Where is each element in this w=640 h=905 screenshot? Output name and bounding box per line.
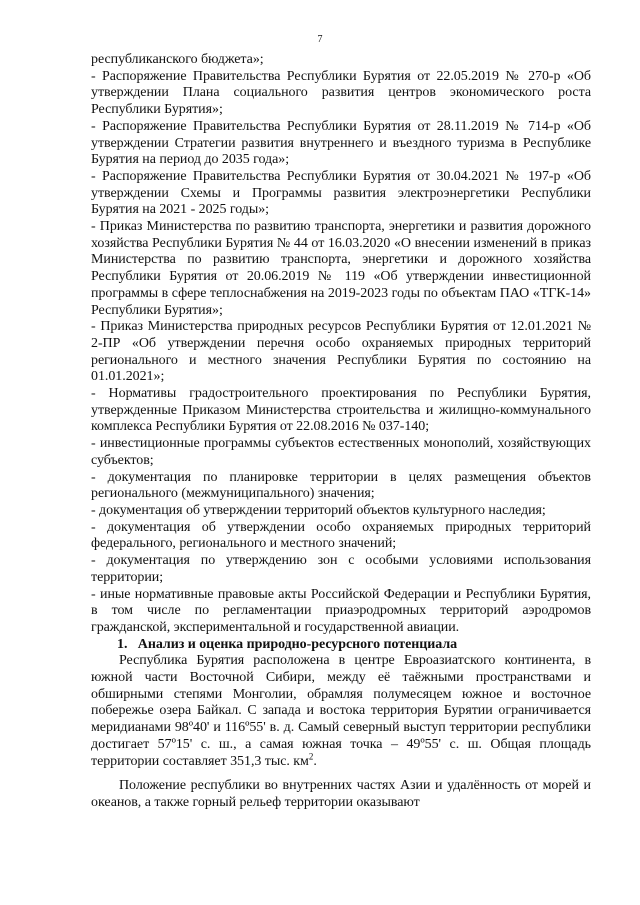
document-body xyxy=(91,52,591,812)
list-item: - инвестиционные программы субъектов естественных монополий, хозяйствующих субъектов; xyxy=(91,436,591,468)
list-item: республиканского бюджета»; xyxy=(91,52,264,67)
list-item: - документация об утверждении особо охраняемых природных территорий федерального, регионального и местного значений; xyxy=(91,519,591,552)
superscript: 2 xyxy=(308,750,314,761)
list-item: - Приказ Министерства по развитию транспорта, энергетики и развития дорожного хозяйства Республики Бурятия № 44 от 16.03.2020 «О внесении изменений в приказ Министерства по развитию транспорта, энергетики и дорожного хозяйства Республики Бурятия от 20.06.2019 № 119 «Об утверждении инвестиционной программы в сфере теплоснабжения на 2019-2023 годы по объектам ПАО «ТГК-14» Республики Бурятия»; xyxy=(91,219,591,318)
section-title: Анализ и оценка природно-ресурсного потенциала xyxy=(137,636,458,652)
list-item: - Нормативы градостроительного проектирования по Республики Бурятия, утвержденные Приказом Министерства строительства и жилищно-коммунального комплекса Республики Бурятия от 22.08.2016 № 037-140; xyxy=(91,386,591,435)
list-item: - документация об утверждении территорий объектов культурного наследия; xyxy=(91,502,546,518)
list-item: - Приказ Министерства природных ресурсов Республики Бурятия от 12.01.2021 № 2-ПР «Об утверждении перечня особо охраняемых природных территорий регионального и местного значения Республики Бурятия по состоянию на 01.01.2021»; xyxy=(91,319,591,385)
paragraph-location xyxy=(91,653,591,770)
paragraph-position: Положение республики во внутренних частях Азии и удалённость от морей и океанов, а также горный рельеф территории оказывают xyxy=(91,778,591,810)
list-item: - иные нормативные правовые акты Российской Федерации и Республики Бурятия, в том числе по регламентации приаэродромных территорий аэродромов гражданской, экспериментальной и государственной авиации. xyxy=(91,586,591,635)
list-item: - Распоряжение Правительства Республики Бурятия от 28.11.2019 № 714-р «Об утверждении Стратегии развития внутреннего и въездного туризма в Республике Бурятия на период до 2035 года»; xyxy=(91,118,591,168)
list-item: - документация по утверждению зон с особыми условиями использования территории; xyxy=(91,553,591,585)
list-item: - Распоряжение Правительства Республики Бурятия от 22.05.2019 № 270-р «Об утверждении Плана социального развития центров экономического роста Республики Бурятия»; xyxy=(91,68,591,118)
list-item: - Распоряжение Правительства Республики Бурятия от 30.04.2021 № 197-р «Об утверждении Схемы и Программы развития электроэнергетики Республики Бурятия на 2021 - 2025 годы»; xyxy=(91,168,591,218)
paragraph-location-text: Республика Бурятия расположена в центре Евроазиатского континента, в южной части Восточной Сибири, между её таёжными пространствами и обширными степями Монголии, обрамляя полумесяцем южное и восточное побережье озера Байкал. С запада и востока территория Бурятии ограничивается меридианами 98º40' и 116º55' в. д. Самый северный выступ территории республики достигает 57º15' с. ш., а самая южная точка – 49º55' с. ш. Общая площадь территории составляет 351,3 тыс. км xyxy=(91,653,591,769)
page-number: 7 xyxy=(317,34,323,45)
list-item: - документация по планировке территории в целях размещения объектов регионального (межмуниципального) значения; xyxy=(91,469,591,502)
section-number: 1. xyxy=(117,636,128,652)
section-heading xyxy=(91,637,591,654)
paragraph-location-end: . xyxy=(313,753,317,769)
